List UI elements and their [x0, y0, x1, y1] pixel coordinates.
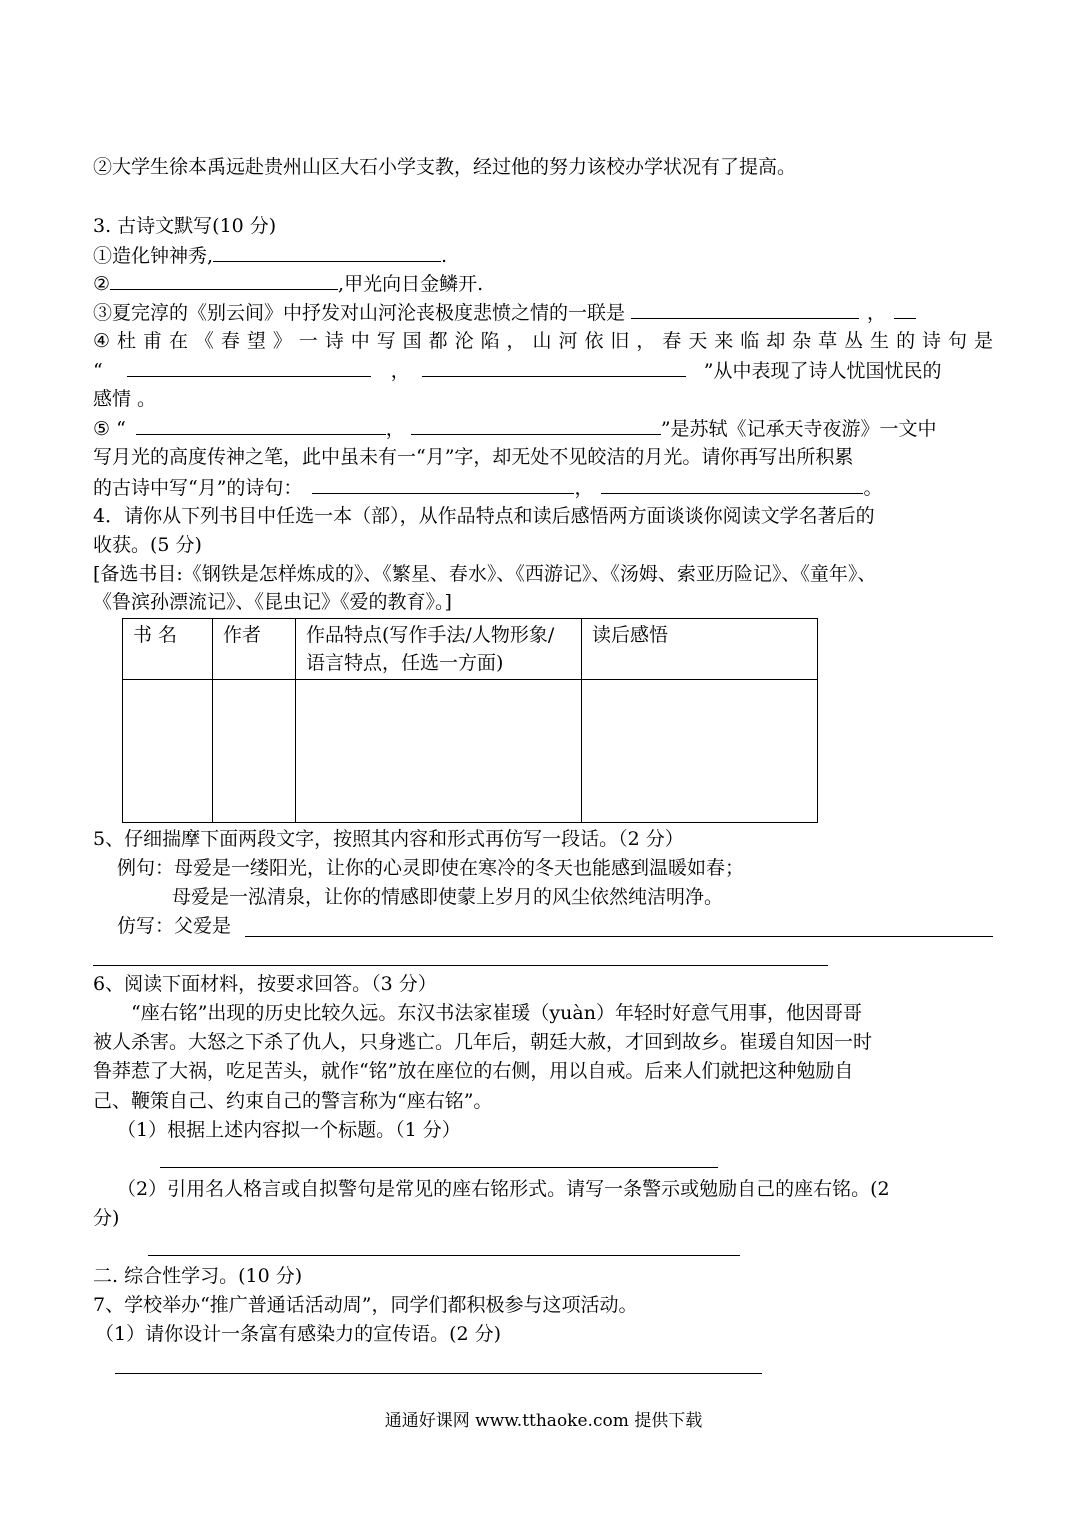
answer-blank[interactable]: [601, 475, 863, 494]
q3-item-3-end: ，: [867, 302, 887, 324]
justified-char: 天: [688, 330, 708, 352]
justified-char: 依: [584, 330, 604, 352]
justified-char: 中: [350, 330, 370, 352]
q3-item-5-comma: ，: [385, 418, 405, 440]
answer-blank[interactable]: [422, 358, 686, 377]
cell-features[interactable]: [296, 680, 582, 823]
q3-item-1: [93, 243, 447, 268]
answer-blank[interactable]: [127, 358, 371, 377]
justified-char: 旧: [610, 330, 630, 352]
answer-blank[interactable]: [631, 300, 859, 319]
q3-title: 3. 古诗文默写(10 分): [93, 215, 277, 237]
answer-blank[interactable]: [110, 271, 338, 290]
answer-blank[interactable]: [894, 300, 916, 319]
open-quote: “: [93, 360, 103, 382]
q3-item-4-line1: [93, 329, 993, 353]
q5-example-2: 母爱是一泓清泉，让你的情感即使蒙上岁月的风尘依然纯洁明净。: [172, 886, 724, 908]
q2-item-2: ②大学生徐本禹远赴贵州山区大石小学支教，经过他的努力该校办学状况有了提高。: [93, 156, 797, 178]
q3-item-5-line3-end: 。: [863, 477, 883, 499]
answer-blank[interactable]: [213, 243, 441, 262]
cell-author[interactable]: [213, 680, 296, 823]
q3-item-5-line3-text: 的古诗中写“月”的诗句：: [93, 477, 303, 499]
q6-paragraph-line1: “座右铭”出现的历史比较久远。东汉书法家崔瑗（yuàn）年轻时好意气用事，他因哥哥: [131, 1002, 862, 1024]
q3-item-4-line3: 感情 。: [93, 388, 157, 410]
q3-item-5-line2: 写月光的高度传神之笔，此中虽未有一“月”字，却无处不见皎洁的月光。请你再写出所积累: [93, 446, 854, 468]
header-author: 作者: [213, 619, 296, 680]
justified-char: 临: [740, 330, 760, 352]
answer-blank[interactable]: [411, 416, 661, 435]
justified-char: 望: [246, 330, 266, 352]
cell-book-name[interactable]: [123, 680, 213, 823]
justified-char: 草: [818, 330, 838, 352]
q3-item-5-line3: [93, 475, 882, 500]
justified-char: 在: [168, 330, 188, 352]
justified-char: ④: [93, 330, 111, 352]
section-2-title: 二. 综合性学习。(10 分): [93, 1265, 303, 1287]
q4-line1: 4．请你从下列书目中任选一本（部），从作品特点和读后感悟两方面谈谈你阅读文学名著后的: [93, 505, 875, 527]
q3-item-4-line2: [93, 358, 941, 383]
table-row: [123, 680, 818, 823]
justified-char: 春: [220, 330, 240, 352]
justified-char: 丛: [844, 330, 864, 352]
q3-item-1-text: ①造化钟神秀,: [93, 245, 214, 267]
q7-title: 7、学校举办“推广普通话活动周”，同学们都积极参与这项活动。: [93, 1294, 638, 1316]
q6-paragraph-line3: 鲁莽惹了大祸，吃足苦头，就作“铭”放在座位的右侧，用以自戒。后来人们就把这种勉励自: [93, 1060, 854, 1082]
q3-item-1-end: .: [441, 245, 448, 267]
justified-char: 杂: [792, 330, 812, 352]
justified-char: 生: [870, 330, 890, 352]
table-header-row: [123, 619, 818, 680]
justified-char: 杜: [117, 330, 137, 352]
justified-char: 河: [558, 330, 578, 352]
q6-title: 6、阅读下面材料，按要求回答。（3 分）: [93, 973, 437, 995]
justified-char: 一: [298, 330, 318, 352]
justified-char: ，: [636, 330, 656, 352]
q5-imitation-label: 仿写：父爱是: [117, 915, 232, 937]
answer-line[interactable]: [93, 965, 828, 966]
q3-item-4-comma: ，: [390, 360, 410, 382]
q3-item-2: [93, 271, 483, 296]
q4-line2: 收获。(5 分): [93, 534, 202, 556]
justified-char: 来: [714, 330, 734, 352]
answer-line[interactable]: [245, 936, 993, 937]
justified-char: 春: [662, 330, 682, 352]
q6-paragraph-line4: 己、鞭策自己、约束自己的警言称为“座右铭”。: [93, 1090, 493, 1112]
justified-char: 的: [896, 330, 916, 352]
justified-char: 甫: [142, 330, 162, 352]
q3-item-2-num: ②: [93, 273, 111, 295]
book-table: [122, 618, 818, 823]
q6-sub-1: （1）根据上述内容拟一个标题。（1 分）: [117, 1119, 461, 1141]
answer-blank[interactable]: [312, 475, 574, 494]
q3-item-2-text: ,甲光向日金鳞开.: [338, 273, 484, 295]
answer-line[interactable]: [160, 1167, 718, 1168]
justified-char: 国: [402, 330, 422, 352]
q3-item-3-text: ③夏完淳的《别云间》中抒发对山河沦丧极度悲愤之情的一联是: [93, 302, 626, 324]
q7-sub-1: （1）请你设计一条富有感染力的宣传语。(2 分): [95, 1323, 502, 1345]
q6-sub-2-line1: （2）引用名人格言或自拟警句是常见的座右铭形式。请写一条警示或勉励自己的座右铭。(2: [117, 1178, 890, 1200]
q5-example-1: 例句：母爱是一缕阳光，让你的心灵即使在寒冷的冬天也能感到温暖如春；: [117, 857, 745, 879]
q3-item-5-close: ”是苏轼《记承天寺夜游》一文中: [660, 418, 937, 440]
justified-char: 句: [948, 330, 968, 352]
justified-char: 沦: [454, 330, 474, 352]
justified-char: 都: [428, 330, 448, 352]
q6-sub-2-line2: 分): [93, 1207, 120, 1229]
answer-line[interactable]: [148, 1255, 740, 1256]
justified-char: 是: [973, 330, 993, 352]
justified-char: 》: [272, 330, 292, 352]
q6-paragraph-line2: 被人杀害。大怒之下杀了仇人，只身逃亡。几年后，朝廷大赦，才回到故乡。崔瑗自知因一时: [93, 1031, 873, 1053]
q4-book-list-line2: 《鲁滨孙漂流记》、《昆虫记》《爱的教育》。]: [93, 591, 452, 613]
cell-reflection[interactable]: [582, 680, 818, 823]
q3-item-5-open: ⑤ “: [93, 418, 126, 440]
header-reflection: 读后感悟: [582, 619, 818, 680]
answer-line[interactable]: [115, 1373, 762, 1374]
q3-item-5-line3-comma: ，: [574, 477, 594, 499]
justified-char: 《: [194, 330, 214, 352]
header-features: 作品特点(写作手法/人物形象/语言特点，任选一方面): [296, 619, 582, 680]
footer-text: 通通好课网 www.tthaoke.com 提供下载: [384, 1411, 703, 1431]
justified-char: 陷: [480, 330, 500, 352]
q5-title: 5、仔细揣摩下面两段文字，按照其内容和形式再仿写一段话。（2 分）: [93, 828, 684, 850]
q4-book-list-line1: [备选书目:《钢铁是怎样炼成的》、《繁星、春水》、《西游记》、《汤姆、索亚历险记》、《童年》、: [93, 563, 877, 585]
q3-item-4-close: ”从中表现了诗人忧国忧民的: [703, 360, 942, 382]
answer-blank[interactable]: [136, 416, 386, 435]
header-book-name: 书 名: [123, 619, 213, 680]
q3-item-5-line1: [93, 416, 937, 441]
justified-char: ，: [506, 330, 526, 352]
justified-char: 写: [376, 330, 396, 352]
justified-char: 诗: [922, 330, 942, 352]
q3-item-3: [93, 300, 916, 325]
justified-char: 却: [766, 330, 786, 352]
justified-char: 山: [532, 330, 552, 352]
justified-char: 诗: [324, 330, 344, 352]
